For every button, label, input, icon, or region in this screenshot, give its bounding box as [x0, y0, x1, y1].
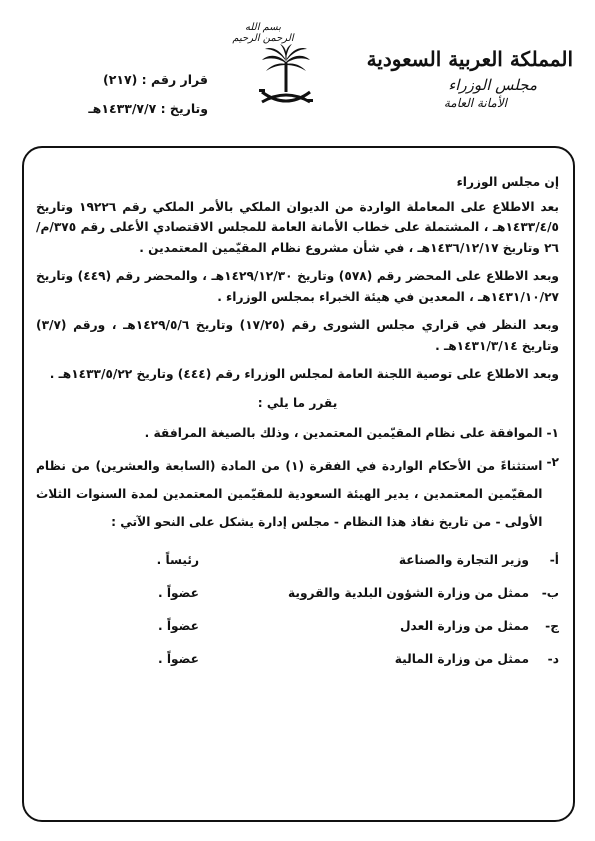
member-letter: ج-	[545, 618, 559, 633]
member-letter: ب-	[541, 585, 559, 600]
member-role: عضواً .	[157, 585, 199, 600]
board-member	[36, 577, 559, 610]
member-name: ممثل من وزارة العدل	[399, 618, 529, 633]
kingdom-name: المملكة العربية السعودية	[366, 47, 573, 71]
opening-line: إن مجلس الوزراء	[456, 175, 559, 189]
member-role: رئيساً .	[156, 552, 199, 567]
board-member	[36, 610, 559, 643]
decides-heading: يقرر ما يلي :	[257, 395, 338, 410]
member-name: وزير التجارة والصناعة	[398, 552, 529, 567]
paragraph: وبعد النظر في قراري مجلس الشورى رقم (١٧/٢٥) وتاريخ ١٤٢٩/٥/٦هـ ، ورقم (٣/٧) وتاريخ ١٤٣١/٣/١٤هـ .	[36, 318, 559, 353]
member-letter: أ-	[549, 552, 559, 567]
member-role: عضواً .	[157, 651, 199, 666]
letterhead	[363, 46, 573, 110]
paragraph: وبعد الاطلاع على المحضر رقم (٥٧٨) وتاريخ ١٤٢٩/١٢/٣٠هـ ، والمحضر رقم (٤٤٩) وتاريخ ١٤٣١/١٠/٢٧هـ ، المعدين في هيئة الخبراء بمجلس الوزراء .	[36, 269, 560, 304]
item-text: استثناءً من الأحكام الواردة في الفقرة (١) من المادة (السابعة والعشرين) من نظام المقيّمين المعتمدين ، يدير الهيئة السعودية للمقيّمين المعتمدين لمدة السنوات الثلاث الأولى - من تاريخ نفاذ هذا النظام - مجلس إدارة يشكل على النحو الآتي :	[36, 458, 543, 529]
member-name: ممثل من وزارة الشؤون البلدية والقروية	[288, 585, 529, 600]
item-number: ٢-	[546, 454, 559, 469]
paragraph: بعد الاطلاع على المعاملة الواردة من الديوان الملكي بالأمر الملكي رقم ١٩٢٢٦ وتاريخ ١٤٣٣/٤/٥هـ ، المشتملة على خطاب الأمانة العامة للمجلس الاقتصادي الأعلى رقم ٣٧٥/م/٢٦ وتاريخ ١٤٣٦/١٢/١٧هـ ، في شأن مشروع نظام المقيّمين المعتمدين .	[36, 199, 559, 255]
board-member	[36, 643, 559, 676]
board-members-list	[36, 544, 559, 676]
board-member	[36, 544, 559, 577]
decision-date: وتاريخ : ١٤٣٣/٧/٧هـ	[88, 101, 208, 116]
member-role: عضواً .	[157, 618, 199, 633]
member-name: ممثل من وزارة المالية	[394, 651, 529, 666]
decision-item	[36, 423, 559, 444]
decision-body	[36, 172, 559, 676]
item-text: الموافقة على نظام المقيّمين المعتمدين ، وذلك بالصيغة المرافقة .	[144, 426, 543, 440]
paragraph: وبعد الاطلاع على توصية اللجنة العامة لمجلس الوزراء رقم (٤٤٤) وتاريخ ١٤٣٣/٥/٢٢هـ .	[49, 367, 559, 381]
item-number: ١-	[546, 426, 559, 440]
council-name: مجلس الوزراء	[448, 76, 537, 94]
decision-item	[36, 452, 559, 536]
palm-swords-emblem-icon	[258, 44, 314, 116]
member-letter: د-	[547, 651, 559, 666]
decision-reference	[38, 72, 208, 130]
secretariat-name: الأمانة العامة	[443, 96, 507, 110]
basmala: بسم الله الرحمن الرحيم	[232, 22, 294, 44]
decision-number: قرار رقم : (٢١٧)	[102, 72, 208, 87]
